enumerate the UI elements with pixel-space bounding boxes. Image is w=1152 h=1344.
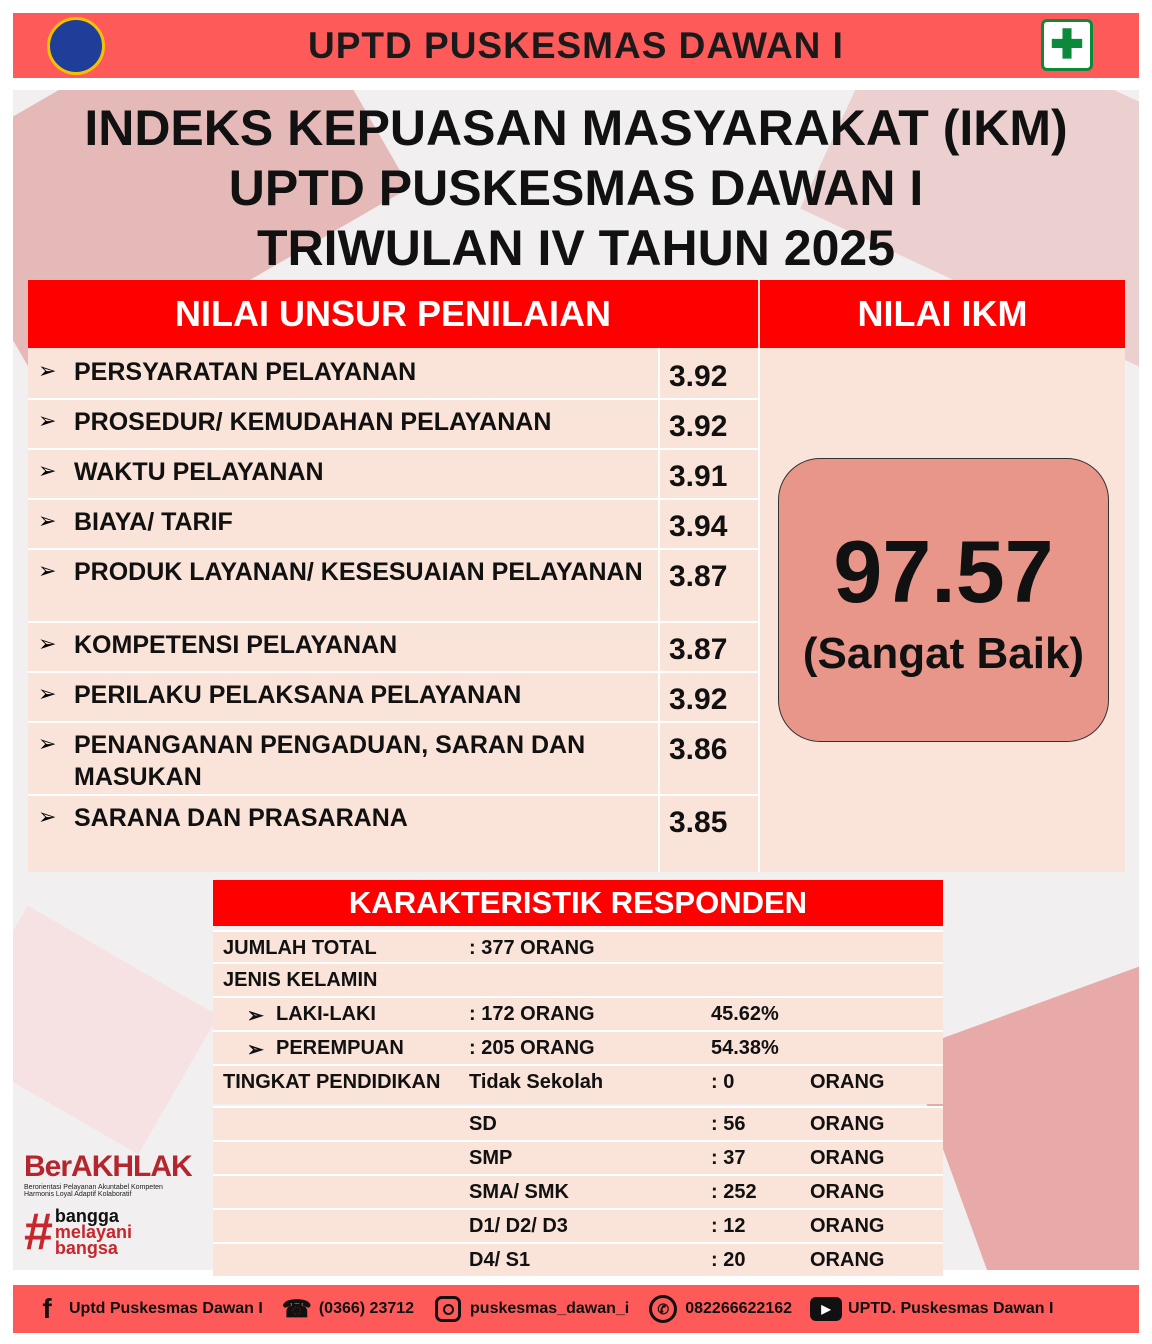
- berakhlak-logo: [24, 1150, 192, 1261]
- table-row: ➢ PEREMPUAN : 205 ORANG 54.38%: [213, 1030, 943, 1064]
- cell-text: 082266622162: [685, 1300, 793, 1317]
- facebook-icon: f: [42, 1293, 52, 1324]
- table-row: [28, 400, 759, 450]
- cell-text: bangga: [54, 1206, 119, 1226]
- cell-text: PROSEDUR/ KEMUDAHAN PELAYANAN: [74, 408, 552, 436]
- cell-text: 3.92: [669, 410, 728, 443]
- telephone-icon: ☎: [281, 1295, 312, 1323]
- cell-text: : 252: [711, 1181, 757, 1203]
- cell-text: Uptd Puskesmas Dawan I: [69, 1300, 263, 1317]
- table-row: [28, 673, 759, 723]
- cell-text: ORANG: [810, 1249, 885, 1271]
- footer-contact-bar: [13, 1285, 1139, 1333]
- table-row: [28, 450, 759, 500]
- instagram-icon: [432, 1294, 464, 1324]
- cell-text: JENIS KELAMIN: [223, 969, 378, 991]
- table-row: [213, 1140, 943, 1174]
- instagram-link[interactable]: [432, 1294, 629, 1324]
- arrow-bullet-icon: ➢: [38, 408, 57, 433]
- table-row: [213, 1208, 943, 1242]
- cell-text: : 377 ORANG: [469, 937, 595, 959]
- cell-text: bangsa: [54, 1238, 118, 1258]
- title-line-2: UPTD PUSKESMAS DAWAN I: [228, 160, 924, 216]
- cell-text: PENANGANAN PENGADUAN, SARAN DAN MASUKAN: [74, 731, 586, 791]
- cell-text: SMA/ SMK: [469, 1181, 569, 1203]
- youtube-icon: ▶: [810, 1294, 842, 1324]
- cell-text: ORANG: [810, 1147, 885, 1169]
- cell-text: ORANG: [810, 1181, 885, 1203]
- cell-text: PRODUK LAYANAN/ KESESUAIAN PELAYANAN: [74, 558, 643, 586]
- cell-text: PEREMPUAN: [276, 1037, 404, 1059]
- youtube-link[interactable]: [810, 1294, 1053, 1324]
- respondent-characteristics: [213, 880, 943, 1276]
- arrow-bullet-icon: ➢: [38, 558, 57, 583]
- table-row: [213, 962, 943, 996]
- table-row: [213, 1064, 943, 1104]
- puskesmas-logo-icon: ✚: [1041, 19, 1093, 71]
- table-row: [213, 1106, 943, 1140]
- cell-text: ORANG: [810, 1071, 885, 1093]
- regency-emblem-icon: [47, 17, 105, 75]
- cell-text: BIAYA/ TARIF: [74, 508, 233, 536]
- table-row: [28, 623, 759, 673]
- table-row: [213, 930, 943, 962]
- phone-link[interactable]: [281, 1294, 414, 1324]
- arrow-bullet-icon: ➢: [38, 458, 57, 483]
- cell-text: D4/ S1: [469, 1249, 531, 1271]
- cell-text: melayani: [54, 1222, 132, 1242]
- cell-text: SD: [469, 1113, 497, 1135]
- ikm-score-box: [778, 458, 1109, 742]
- whatsapp-link[interactable]: [647, 1294, 792, 1324]
- table-row: [213, 1174, 943, 1208]
- arrow-bullet-icon: ➢: [38, 508, 57, 533]
- cell-text: Harmonis Loyal Adaptif Kolaboratif: [24, 1191, 132, 1198]
- cell-text: 3.86: [669, 733, 728, 766]
- cell-text: Berorientasi Pelayanan Akuntabel Kompeten: [24, 1184, 163, 1191]
- cell-text: 3.92: [669, 360, 728, 393]
- title-line-3: TRIWULAN IV TAHUN 2025: [256, 220, 895, 276]
- ikm-category: (Sangat Baik): [802, 629, 1085, 678]
- cell-text: 3.87: [669, 633, 728, 666]
- arrow-bullet-icon: ➢: [38, 358, 57, 383]
- top-header-bar: [13, 13, 1139, 78]
- title-line-1: INDEKS KEPUASAN MASYARAKAT (IKM): [84, 100, 1068, 156]
- table-row: [28, 500, 759, 550]
- arrow-bullet-icon: ➢: [38, 804, 57, 829]
- cell-text: TINGKAT PENDIDIKAN: [223, 1071, 441, 1093]
- cell-text: D1/ D2/ D3: [469, 1215, 568, 1237]
- cell-text: 45.62%: [711, 1003, 779, 1025]
- facebook-link[interactable]: [31, 1294, 263, 1324]
- cell-text: UPTD. Puskesmas Dawan I: [848, 1300, 1054, 1317]
- cell-text: : 205 ORANG: [469, 1037, 595, 1059]
- arrow-bullet-icon: ➢: [38, 631, 57, 656]
- cell-text: SARANA DAN PRASARANA: [74, 804, 408, 832]
- header-title: UPTD PUSKESMAS DAWAN I: [308, 24, 844, 66]
- cell-text: 3.94: [669, 510, 728, 543]
- cell-text: : 56: [711, 1113, 746, 1135]
- table-row: [28, 723, 759, 796]
- table-row: ➢ LAKI-LAKI : 172 ORANG 45.62%: [213, 996, 943, 1030]
- ikm-value: 97.57: [833, 522, 1054, 621]
- cell-text: WAKTU PELAYANAN: [74, 458, 324, 486]
- cell-text: 54.38%: [711, 1037, 779, 1059]
- cell-text: 3.87: [669, 560, 728, 593]
- cell-text: : 0: [711, 1071, 735, 1093]
- arrow-bullet-icon: ➢: [38, 681, 57, 706]
- cell-text: : 20: [711, 1249, 746, 1271]
- respondent-title: KARAKTERISTIK RESPONDEN: [213, 880, 943, 926]
- table-row: [28, 350, 759, 400]
- cell-text: KOMPETENSI PELAYANAN: [74, 631, 398, 659]
- cell-text: 3.91: [669, 460, 728, 493]
- cell-text: : 37: [711, 1147, 746, 1169]
- header-assessment-elements: NILAI UNSUR PENILAIAN: [28, 280, 758, 348]
- bangga-melayani-bangsa-logo: [24, 1203, 192, 1261]
- cell-text: JUMLAH TOTAL: [223, 937, 377, 959]
- hashtag-icon: #: [24, 1203, 53, 1261]
- cell-text: puskesmas_dawan_i: [470, 1300, 630, 1317]
- table-row: [28, 550, 759, 623]
- cell-text: BerAKHLAK: [24, 1150, 192, 1183]
- cell-text: SMP: [469, 1147, 513, 1169]
- whatsapp-icon: ✆: [647, 1294, 679, 1324]
- cell-text: PERILAKU PELAKSANA PELAYANAN: [74, 681, 522, 709]
- cell-text: 3.92: [669, 683, 728, 716]
- arrow-bullet-icon: ➢: [38, 731, 57, 756]
- table-row: [213, 1242, 943, 1276]
- cell-text: ORANG: [810, 1113, 885, 1135]
- table-row: [28, 796, 759, 872]
- cell-text: ORANG: [810, 1215, 885, 1237]
- cell-text: 3.85: [669, 806, 728, 839]
- cell-text: : 12: [711, 1215, 746, 1237]
- cell-text: LAKI-LAKI: [276, 1003, 376, 1025]
- cell-text: PERSYARATAN PELAYANAN: [74, 358, 417, 386]
- cell-text: Tidak Sekolah: [469, 1071, 604, 1093]
- cell-text: (0366) 23712: [318, 1300, 415, 1317]
- cell-text: : 172 ORANG: [469, 1003, 595, 1025]
- header-ikm-value: NILAI IKM: [760, 280, 1125, 348]
